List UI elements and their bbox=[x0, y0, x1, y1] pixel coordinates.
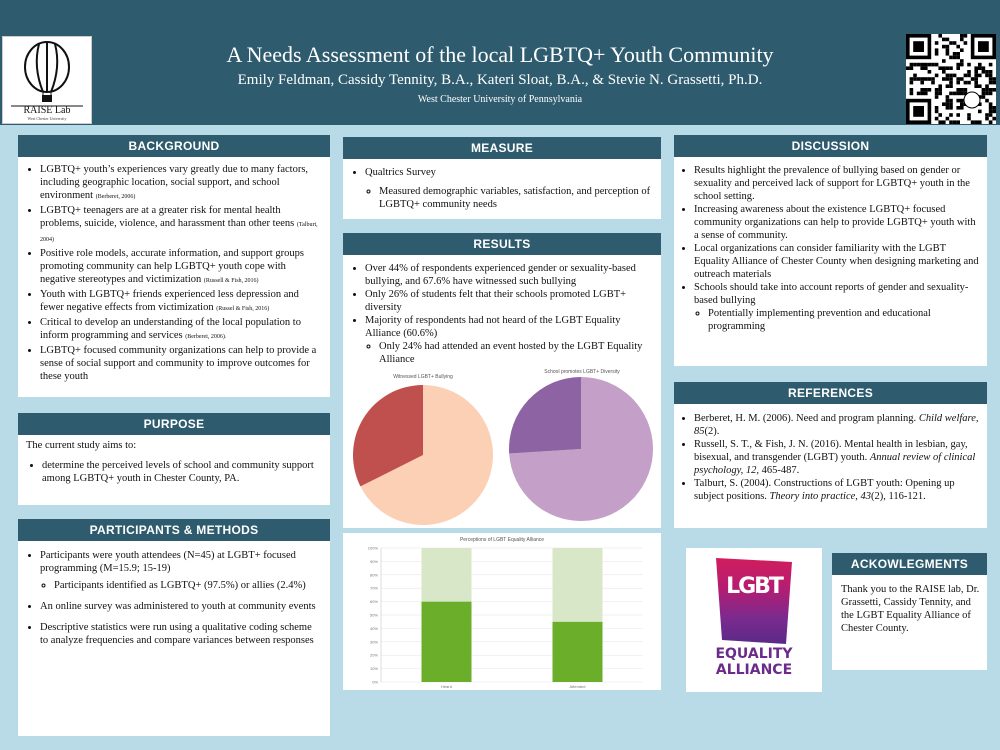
qr-module bbox=[910, 88, 914, 92]
qr-module bbox=[935, 92, 939, 96]
qr-module bbox=[938, 92, 942, 96]
qr-module bbox=[992, 110, 996, 114]
y-tick-label: 100% bbox=[367, 545, 378, 551]
pie1-svg bbox=[343, 381, 503, 526]
qr-module bbox=[960, 48, 964, 52]
qr-module bbox=[946, 102, 950, 106]
measure-heading: MEASURE bbox=[343, 137, 661, 159]
qr-module bbox=[956, 99, 960, 103]
poster-authors: Emily Feldman, Cassidy Tennity, B.A., Kateri Sloat, B.A., & Stevie N. Grassetti, Ph.D. bbox=[237, 72, 763, 88]
qr-module bbox=[978, 110, 982, 114]
qr-module bbox=[935, 63, 939, 67]
qr-module bbox=[949, 84, 953, 88]
qr-module bbox=[938, 120, 942, 124]
qr-finder bbox=[913, 41, 924, 52]
measure-subitem: ◦ Measured demographic variables, satisfaction, and perception of LGBTQ+ community needs bbox=[379, 185, 653, 211]
participants-sublist bbox=[40, 579, 322, 592]
qr-module bbox=[956, 113, 960, 117]
qr-module bbox=[949, 56, 953, 60]
qr-module bbox=[946, 66, 950, 70]
qr-module bbox=[960, 34, 964, 38]
bar-segment bbox=[422, 548, 472, 602]
qr-module bbox=[953, 56, 957, 60]
qr-module bbox=[942, 120, 946, 124]
bar-chart-equality-alliance bbox=[343, 533, 661, 690]
qr-module bbox=[989, 63, 993, 67]
background-item: • Critical to develop an understanding of the local population to inform programming and services (Berberet, 2006). bbox=[40, 316, 322, 344]
qr-module bbox=[949, 102, 953, 106]
qr-module bbox=[967, 70, 971, 74]
bar-segment bbox=[553, 622, 603, 682]
qr-module bbox=[974, 66, 978, 70]
background-item: • LGBTQ+ focused community organizations can help to provide a sense of social support and community to improve outcomes for these youth bbox=[40, 344, 322, 383]
qr-module bbox=[942, 59, 946, 63]
qr-module bbox=[935, 110, 939, 114]
qr-module bbox=[989, 110, 993, 114]
background-item: • LGBTQ+ teenagers are at a greater risk for mental health problems, suicide, violence, and harassment than other teens (Talburt, 2004) bbox=[40, 204, 322, 247]
qr-module bbox=[946, 99, 950, 103]
qr-module bbox=[960, 99, 964, 103]
qr-module bbox=[946, 95, 950, 99]
qr-module bbox=[992, 106, 996, 110]
qr-module bbox=[953, 52, 957, 56]
measure-item: • Qualtrics Survey ◦ Measured demographic variables, satisfaction, and perception of LGBTQ+ community needs bbox=[365, 166, 653, 211]
qr-module bbox=[956, 77, 960, 81]
background-list bbox=[24, 163, 322, 383]
qr-module bbox=[949, 106, 953, 110]
qr-module bbox=[920, 66, 924, 70]
qr-module bbox=[920, 88, 924, 92]
qr-module bbox=[949, 41, 953, 45]
discussion-item: • Local organizations can consider familiarity with the LGBT Equality Alliance of Chester County when designing marketing and outreach materials bbox=[694, 242, 979, 281]
y-tick-label: 90% bbox=[369, 558, 378, 564]
raise-lab-logo bbox=[2, 36, 92, 124]
qr-module bbox=[946, 38, 950, 42]
acknowledgments-text: Thank you to the RAISE lab, Dr. Grassetti, Cassidy Tennity, and the LGBT Equality Alliance of Chester County. bbox=[841, 584, 980, 634]
qr-module bbox=[974, 77, 978, 81]
qr-module bbox=[985, 92, 989, 96]
qr-module bbox=[967, 113, 971, 117]
qr-module bbox=[935, 106, 939, 110]
qr-module bbox=[946, 77, 950, 81]
qr-module bbox=[942, 45, 946, 49]
results-item: • Majority of respondents had not heard of the LGBT Equality Alliance (60.6%) ◦ Only 24% had attended an event hosted by the LGBT Equality Alliance bbox=[365, 314, 653, 366]
equality-alliance-logo bbox=[686, 548, 822, 692]
references-heading: REFERENCES bbox=[674, 382, 987, 404]
qr-module bbox=[956, 56, 960, 60]
qr-module bbox=[924, 92, 928, 96]
qr-module bbox=[946, 48, 950, 52]
qr-module bbox=[938, 88, 942, 92]
qr-module bbox=[931, 77, 935, 81]
qr-module bbox=[938, 84, 942, 88]
qr-module bbox=[953, 41, 957, 45]
purpose-intro: The current study aims to: bbox=[26, 440, 137, 451]
qr-module bbox=[967, 81, 971, 85]
qr-module bbox=[931, 81, 935, 85]
reference-item: • Talburt, S. (2004). Constructions of LGBT youth: Opening up subject positions. Theory into practice, 43(2), 116-121. bbox=[694, 477, 979, 503]
qr-module bbox=[971, 120, 975, 124]
qr-module bbox=[953, 74, 957, 78]
qr-module bbox=[978, 120, 982, 124]
qr-module bbox=[960, 102, 964, 106]
qr-module bbox=[989, 92, 993, 96]
qr-module bbox=[974, 120, 978, 124]
x-tick-label: Attended bbox=[569, 684, 586, 689]
qr-module bbox=[924, 66, 928, 70]
results-list bbox=[349, 262, 653, 366]
qr-module bbox=[989, 81, 993, 85]
y-tick-label: 10% bbox=[369, 666, 378, 672]
qr-module bbox=[956, 106, 960, 110]
qr-module bbox=[935, 117, 939, 121]
poster-affiliation: West Chester University of Pennsylvania bbox=[417, 94, 583, 105]
qr-module bbox=[920, 77, 924, 81]
qr-center-badge bbox=[964, 92, 980, 108]
qr-module bbox=[920, 81, 924, 85]
qr-module bbox=[931, 63, 935, 67]
qr-module bbox=[967, 63, 971, 67]
qr-finder bbox=[913, 106, 924, 117]
qr-module bbox=[956, 81, 960, 85]
qr-module bbox=[924, 63, 928, 67]
participants-body bbox=[18, 541, 330, 736]
qr-module bbox=[928, 70, 932, 74]
qr-code-icon bbox=[906, 34, 996, 124]
qr-module bbox=[953, 120, 957, 124]
y-tick-label: 70% bbox=[369, 585, 378, 591]
qr-module bbox=[956, 66, 960, 70]
qr-module bbox=[935, 95, 939, 99]
qr-module bbox=[910, 77, 914, 81]
qr-module bbox=[989, 113, 993, 117]
logo-subtext: West Chester University bbox=[27, 116, 67, 121]
bar-svg bbox=[343, 540, 661, 690]
qr-module bbox=[974, 84, 978, 88]
results-body bbox=[343, 255, 661, 373]
qr-module bbox=[992, 88, 996, 92]
participants-item: • Participants were youth attendees (N=45) at LGBT+ focused programming (M=15.9; 15-19) ◦ Participants identified as LGBTQ+ (97.5%) or allies (2.4%) bbox=[40, 549, 322, 592]
qr-module bbox=[949, 66, 953, 70]
qr-module bbox=[964, 41, 968, 45]
poster-header bbox=[0, 0, 1000, 125]
qr-module bbox=[992, 117, 996, 121]
qr-module bbox=[946, 74, 950, 78]
qr-module bbox=[971, 77, 975, 81]
qr-module bbox=[942, 102, 946, 106]
qr-module bbox=[989, 102, 993, 106]
qr-module bbox=[978, 84, 982, 88]
discussion-list bbox=[678, 164, 979, 333]
qr-module bbox=[985, 88, 989, 92]
qr-module bbox=[985, 70, 989, 74]
y-tick-label: 60% bbox=[369, 599, 378, 605]
qr-module bbox=[910, 66, 914, 70]
qr-module bbox=[949, 99, 953, 103]
qr-module bbox=[960, 77, 964, 81]
purpose-list bbox=[26, 459, 322, 485]
background-heading: BACKGROUND bbox=[18, 135, 330, 157]
participants-item: • Descriptive statistics were run using a qualitative coding scheme to analyze frequencies and compare variances between responses bbox=[40, 621, 322, 647]
qr-module bbox=[910, 63, 914, 67]
logo-line2: ALLIANCE bbox=[715, 662, 793, 678]
measure-sublist bbox=[365, 185, 653, 211]
background-item: • Positive role models, accurate information, and support groups promoting community can help LGBTQ+ youth cope with negative stereotypes and victimization (Russell & Fish, 2016) bbox=[40, 247, 322, 288]
pie2-svg bbox=[503, 375, 661, 525]
reference-item: • Berberet, H. M. (2006). Need and program planning. Child welfare, 85(2). bbox=[694, 412, 979, 438]
qr-module bbox=[992, 81, 996, 85]
qr-module bbox=[985, 113, 989, 117]
qr-module bbox=[956, 52, 960, 56]
qr-module bbox=[924, 88, 928, 92]
qr-code[interactable] bbox=[906, 34, 996, 124]
qr-module bbox=[917, 63, 921, 67]
qr-finder bbox=[978, 41, 989, 52]
qr-module bbox=[935, 48, 939, 52]
measure-list bbox=[349, 166, 653, 211]
qr-module bbox=[964, 74, 968, 78]
qr-module bbox=[924, 77, 928, 81]
qr-module bbox=[974, 74, 978, 78]
discussion-heading: DISCUSSION bbox=[674, 135, 987, 157]
qr-module bbox=[920, 92, 924, 96]
results-heading: RESULTS bbox=[343, 233, 661, 255]
qr-module bbox=[964, 81, 968, 85]
qr-module bbox=[960, 63, 964, 67]
qr-module bbox=[956, 92, 960, 96]
qr-module bbox=[989, 106, 993, 110]
qr-module bbox=[967, 74, 971, 78]
qr-module bbox=[946, 117, 950, 121]
qr-module bbox=[956, 88, 960, 92]
qr-module bbox=[949, 120, 953, 124]
qr-module bbox=[906, 66, 910, 70]
qr-module bbox=[946, 106, 950, 110]
references-list bbox=[678, 412, 979, 503]
acknowledgments-heading: ACKOWLEGMENTS bbox=[832, 553, 987, 575]
qr-module bbox=[960, 92, 964, 96]
qr-module bbox=[942, 66, 946, 70]
y-tick-label: 80% bbox=[369, 572, 378, 578]
qr-module bbox=[942, 77, 946, 81]
qr-module bbox=[992, 77, 996, 81]
qr-module bbox=[917, 92, 921, 96]
pie-slice bbox=[509, 377, 581, 454]
measure-body bbox=[343, 159, 661, 219]
qr-module bbox=[935, 88, 939, 92]
qr-module bbox=[982, 92, 986, 96]
reference-item: • Russell, S. T., & Fish, J. N. (2016). Mental health in lesbian, gay, bisexual, and transgender (LGBT) youth. Annual review of clinical psychology, 12, 465-487. bbox=[694, 438, 979, 477]
bar-segment bbox=[553, 548, 603, 622]
qr-module bbox=[910, 92, 914, 96]
participants-subitem: ◦ Participants identified as LGBTQ+ (97.5%) or allies (2.4%) bbox=[54, 579, 322, 592]
qr-module bbox=[974, 81, 978, 85]
qr-module bbox=[942, 38, 946, 42]
qr-module bbox=[985, 99, 989, 103]
qr-module bbox=[964, 88, 968, 92]
discussion-subitem: ◦ Potentially implementing prevention and educational programming bbox=[708, 307, 979, 333]
qr-module bbox=[964, 34, 968, 38]
qr-module bbox=[978, 63, 982, 67]
qr-module bbox=[942, 70, 946, 74]
qr-module bbox=[960, 88, 964, 92]
qr-module bbox=[949, 81, 953, 85]
qr-module bbox=[978, 74, 982, 78]
qr-module bbox=[935, 74, 939, 78]
background-body bbox=[18, 157, 330, 397]
qr-module bbox=[982, 88, 986, 92]
purpose-item: • determine the perceived levels of school and community support among LGBTQ+ youth in Chester County, PA. bbox=[42, 459, 322, 485]
y-tick-label: 50% bbox=[369, 612, 378, 618]
y-tick-label: 40% bbox=[369, 625, 378, 631]
qr-module bbox=[989, 70, 993, 74]
discussion-item: • Increasing awareness about the existence LGBTQ+ focused community organizations can help to provide LGBTQ+ youth with a sense of community. bbox=[694, 203, 979, 242]
qr-module bbox=[960, 106, 964, 110]
qr-module bbox=[928, 63, 932, 67]
qr-module bbox=[989, 120, 993, 124]
qr-module bbox=[946, 52, 950, 56]
qr-module bbox=[928, 77, 932, 81]
x-tick-label: Heard bbox=[441, 684, 452, 689]
pie1-title: Witnessed LGBT+ Bullying bbox=[393, 374, 453, 380]
qr-module bbox=[978, 66, 982, 70]
qr-module bbox=[949, 92, 953, 96]
discussion-sublist bbox=[694, 307, 979, 333]
logo-letters: LGBT bbox=[726, 574, 782, 599]
qr-module bbox=[917, 77, 921, 81]
qr-module bbox=[953, 92, 957, 96]
results-item: • Only 26% of students felt that their schools promoted LGBT+ diversity bbox=[365, 288, 653, 314]
qr-module bbox=[956, 45, 960, 49]
qr-module bbox=[938, 66, 942, 70]
qr-module bbox=[949, 113, 953, 117]
qr-module bbox=[974, 70, 978, 74]
discussion-body bbox=[674, 157, 987, 366]
y-tick-label: 20% bbox=[369, 652, 378, 658]
discussion-item: • Results highlight the prevalence of bullying based on gender or sexuality and perceived lack of support for LGBTQ+ youth in the school setting. bbox=[694, 164, 979, 203]
qr-module bbox=[982, 95, 986, 99]
qr-module bbox=[989, 74, 993, 78]
results-subitem: ◦ Only 24% had attended an event hosted by the LGBT Equality Alliance bbox=[379, 340, 653, 366]
y-tick-label: 0% bbox=[372, 679, 378, 685]
qr-module bbox=[989, 88, 993, 92]
pie-chart-bullying bbox=[343, 373, 503, 528]
qr-module bbox=[967, 117, 971, 121]
acknowledgments-body bbox=[832, 575, 987, 670]
results-item: • Over 44% of respondents experienced gender or sexuality-based bullying, and 67.6% have witnessed such bullying bbox=[365, 262, 653, 288]
qr-module bbox=[946, 45, 950, 49]
y-tick-label: 30% bbox=[369, 639, 378, 645]
discussion-item: • Schools should take into account reports of gender and sexuality-based bullying ◦ Potentially implementing prevention and educational programming bbox=[694, 281, 979, 333]
qr-module bbox=[985, 84, 989, 88]
qr-module bbox=[949, 77, 953, 81]
qr-module bbox=[920, 63, 924, 67]
logo-text: RAISE Lab bbox=[23, 105, 71, 116]
bar-title: Perceptions of LGBT Equality Alliance bbox=[459, 537, 545, 543]
qr-module bbox=[985, 117, 989, 121]
qr-module bbox=[935, 52, 939, 56]
poster-title: A Needs Assessment of the local LGBTQ+ Youth Community bbox=[226, 42, 774, 67]
bar-segment bbox=[422, 602, 472, 682]
qr-module bbox=[989, 77, 993, 81]
qr-module bbox=[938, 34, 942, 38]
qr-module bbox=[960, 38, 964, 42]
participants-heading: PARTICIPANTS & METHODS bbox=[18, 519, 330, 541]
qr-module bbox=[935, 41, 939, 45]
qr-module bbox=[956, 120, 960, 124]
purpose-body bbox=[18, 435, 330, 505]
background-item: • LGBTQ+ youth’s experiences vary greatly due to many factors, including geographic location, social support, and school environment (Berberet, 2006) bbox=[40, 163, 322, 204]
pie-chart-school-diversity bbox=[503, 363, 661, 528]
participants-list bbox=[24, 549, 322, 647]
qr-module bbox=[946, 84, 950, 88]
qr-module bbox=[913, 77, 917, 81]
qr-module bbox=[928, 88, 932, 92]
qr-module bbox=[985, 74, 989, 78]
qr-module bbox=[910, 81, 914, 85]
background-item: • Youth with LGBTQ+ friends experienced less depression and fewer negative effects from victimization (Russel & Fish, 2016) bbox=[40, 288, 322, 316]
qr-module bbox=[960, 59, 964, 63]
qr-module bbox=[982, 66, 986, 70]
logo-line1: EQUALITY bbox=[715, 646, 793, 662]
qr-module bbox=[956, 63, 960, 67]
qr-module bbox=[938, 113, 942, 117]
qr-module bbox=[982, 70, 986, 74]
qr-module bbox=[913, 63, 917, 67]
participants-item: • An online survey was administered to youth at community events bbox=[40, 600, 322, 613]
purpose-heading: PURPOSE bbox=[18, 413, 330, 435]
references-body bbox=[674, 404, 987, 528]
qr-module bbox=[913, 74, 917, 78]
pie2-title: School promotes LGBT+ Diversity bbox=[544, 369, 620, 375]
qr-module bbox=[949, 74, 953, 78]
